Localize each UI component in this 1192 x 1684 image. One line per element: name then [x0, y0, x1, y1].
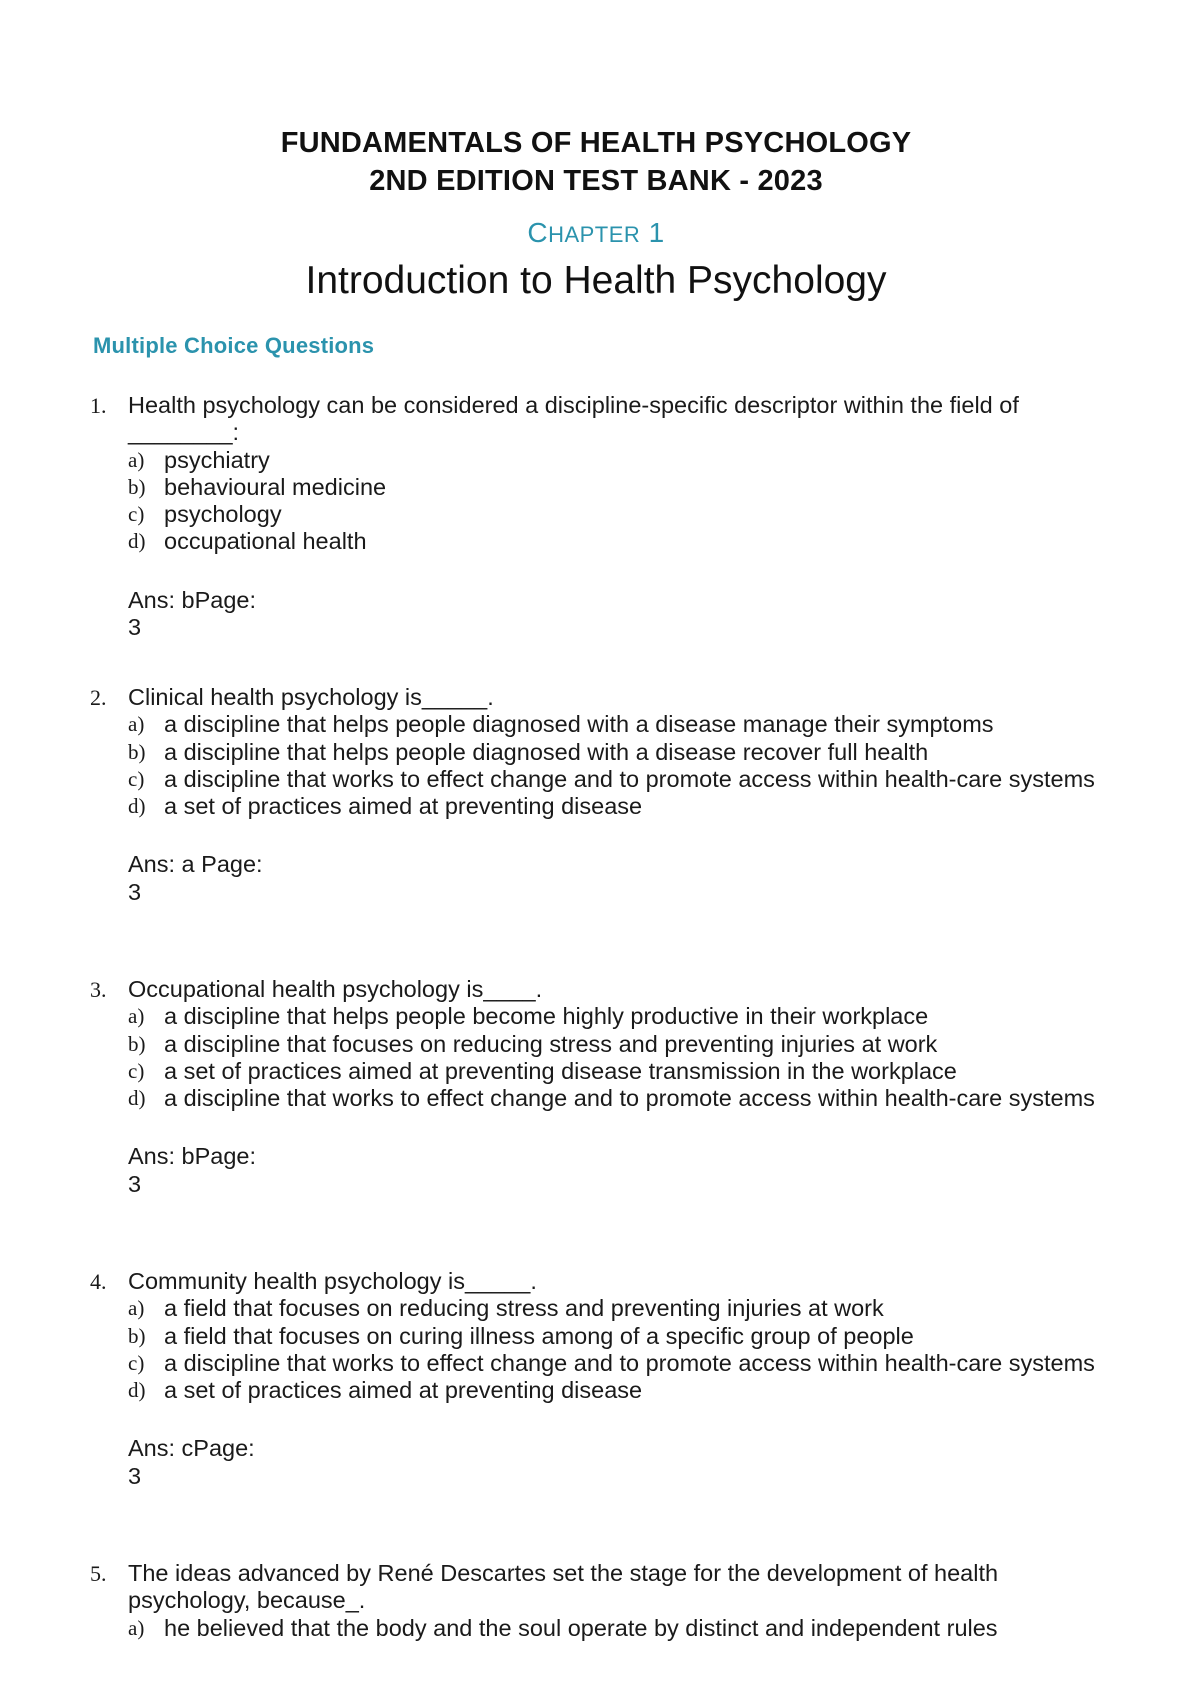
- option-letter: b): [128, 739, 146, 764]
- option-text: he believed that the body and the soul operate by distinct and independent rules: [164, 1614, 998, 1641]
- answer-block: [128, 851, 1100, 906]
- question-text: Health psychology can be considered a discipline-specific descriptor within the field of ________:: [128, 392, 1019, 446]
- question-4: [90, 1268, 1100, 1560]
- option-list: [128, 1615, 1100, 1642]
- answer-line: Ans: cPage:: [128, 1435, 255, 1462]
- answer-page: 3: [128, 878, 142, 905]
- question-number: 3.: [90, 977, 107, 1002]
- option-c: [128, 1058, 1100, 1085]
- chapter-label-rest: HAPTER: [548, 222, 641, 247]
- question-3: [90, 976, 1100, 1268]
- question-body: [128, 1560, 1100, 1642]
- option-text: a set of practices aimed at preventing disease: [164, 1377, 643, 1404]
- answer-page: 3: [128, 1170, 142, 1197]
- question-body: [128, 1268, 1100, 1490]
- option-text: a discipline that helps people diagnosed with a disease manage their symptoms: [164, 711, 994, 738]
- question-number: 5.: [90, 1561, 107, 1586]
- option-a: [128, 1003, 1100, 1030]
- option-letter: a): [128, 1296, 145, 1321]
- answer-line: Ans: a Page:: [128, 851, 263, 878]
- answer-block: [128, 1435, 1100, 1490]
- option-text: a discipline that works to effect change and to promote access within health-care systems: [164, 1085, 1095, 1112]
- option-a: [128, 711, 1100, 738]
- option-list: [128, 1295, 1100, 1404]
- question-5: [90, 1560, 1100, 1642]
- option-letter: d): [128, 1378, 146, 1403]
- option-letter: d): [128, 794, 146, 819]
- question-number: 4.: [90, 1269, 107, 1294]
- document-header: [0, 124, 1192, 304]
- question-body: [128, 976, 1100, 1198]
- option-letter: b): [128, 1323, 146, 1348]
- option-text: a set of practices aimed at preventing disease: [164, 793, 643, 820]
- option-text: a discipline that focuses on reducing stress and preventing injuries at work: [164, 1030, 938, 1057]
- option-list: [128, 1003, 1100, 1112]
- option-a: [128, 1295, 1100, 1322]
- option-letter: b): [128, 1031, 146, 1056]
- question-text: Clinical health psychology is_____.: [128, 684, 494, 710]
- question-1: [90, 392, 1100, 684]
- answer-page: 3: [128, 614, 142, 641]
- chapter-title: Introduction to Health Psychology: [305, 259, 887, 302]
- chapter-number: 1: [648, 217, 665, 248]
- option-text: a discipline that helps people become highly productive in their workplace: [164, 1003, 929, 1030]
- option-text: a field that focuses on reducing stress and preventing injuries at work: [164, 1295, 884, 1322]
- option-text: occupational health: [164, 528, 367, 555]
- option-letter: a): [128, 1615, 145, 1640]
- option-c: [128, 766, 1100, 793]
- option-letter: a): [128, 1004, 145, 1029]
- option-letter: c): [128, 1350, 145, 1375]
- option-text: psychology: [164, 501, 282, 528]
- option-text: a field that focuses on curing illness among of a specific group of people: [164, 1322, 914, 1349]
- option-letter: d): [128, 1086, 146, 1111]
- question-2: [90, 684, 1100, 976]
- answer-block: [128, 1143, 1100, 1198]
- option-d: [128, 793, 1100, 820]
- question-body: [128, 684, 1100, 906]
- option-b: [128, 1031, 1100, 1058]
- option-letter: c): [128, 1058, 145, 1083]
- chapter-label: [0, 216, 1192, 252]
- document-title-line-2: 2ND EDITION TEST BANK - 2023: [369, 165, 823, 197]
- question-number: 1.: [90, 393, 107, 418]
- option-text: behavioural medicine: [164, 473, 387, 500]
- option-text: a discipline that works to effect change and to promote access within health-care systems: [164, 765, 1095, 792]
- question-text: Community health psychology is_____.: [128, 1268, 537, 1294]
- option-letter: a): [128, 712, 145, 737]
- option-d: [128, 1377, 1100, 1404]
- option-b: [128, 739, 1100, 766]
- chapter-label-initial: C: [527, 217, 549, 248]
- option-text: a set of practices aimed at preventing disease transmission in the workplace: [164, 1057, 957, 1084]
- option-b: [128, 474, 1100, 501]
- option-letter: c): [128, 766, 145, 791]
- option-list: [128, 711, 1100, 820]
- answer-line: Ans: bPage:: [128, 1143, 257, 1170]
- option-b: [128, 1323, 1100, 1350]
- question-list: [90, 392, 1100, 1642]
- document-title-line-1: FUNDAMENTALS OF HEALTH PSYCHOLOGY: [280, 127, 912, 159]
- option-list: [128, 447, 1100, 556]
- option-letter: d): [128, 529, 146, 554]
- option-d: [128, 528, 1100, 555]
- option-text: a discipline that works to effect change and to promote access within health-care systems: [164, 1349, 1095, 1376]
- option-letter: c): [128, 502, 145, 527]
- option-letter: b): [128, 474, 146, 499]
- question-text: Occupational health psychology is____.: [128, 976, 543, 1002]
- question-number: 2.: [90, 685, 107, 710]
- answer-page: 3: [128, 1462, 142, 1489]
- option-c: [128, 501, 1100, 528]
- answer-line: Ans: bPage:: [128, 586, 257, 613]
- question-text: The ideas advanced by René Descartes set the stage for the development of health psychology, because_.: [128, 1560, 999, 1614]
- option-letter: a): [128, 447, 145, 472]
- option-text: psychiatry: [164, 446, 270, 473]
- option-d: [128, 1085, 1100, 1112]
- question-body: [128, 392, 1100, 641]
- option-text: a discipline that helps people diagnosed with a disease recover full health: [164, 738, 929, 765]
- option-a: [128, 447, 1100, 474]
- section-heading: Multiple Choice Questions: [93, 333, 375, 358]
- option-a: [128, 1615, 1100, 1642]
- answer-block: [128, 587, 1100, 642]
- option-c: [128, 1350, 1100, 1377]
